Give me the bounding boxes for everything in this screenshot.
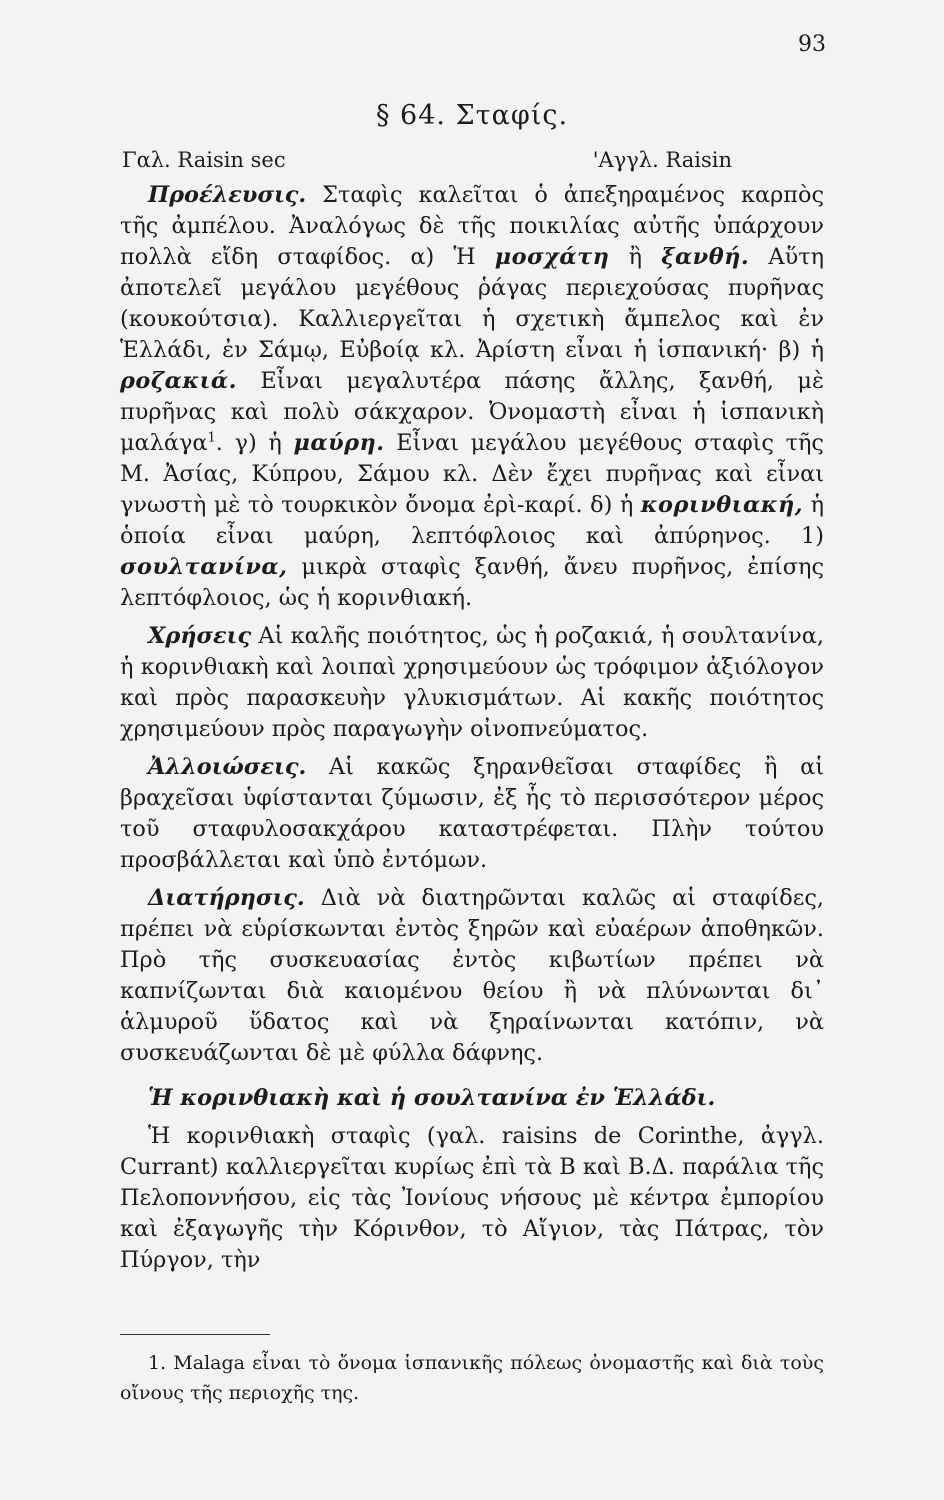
term-rozakia: ροζακιά. (120, 368, 237, 394)
page-number: 93 (798, 32, 826, 57)
term-xanthi: ξανθή. (661, 244, 750, 270)
heading-preservation: Διατήρησις. (148, 885, 305, 911)
footnote-divider (120, 1334, 270, 1335)
origin-text-1: Σταφὶς καλεῖται ὁ ἀπεξηραμένος καρπὸς τῆς ἀμπέλου. Ἀναλόγως δὲ τῆς ποικιλίας αὐτῆς ὑπάρχουν πολλὰ εἴδη σταφίδος. α) Ἡ (120, 182, 824, 270)
section-title: § 64. Σταφίς. (375, 100, 569, 131)
subheading-corinthian-sultanina: Ἡ κορινθιακὴ καὶ ἡ σουλτανίνα ἐν Ἑλλάδι. (148, 1085, 716, 1111)
origin-text-4: Εἶναι μεγαλυτέρα πάσης ἄλλης, ξανθή, μὲ πυρῆνας καὶ πολὺ σάκχαρον. Ὀνομαστὴ εἶναι ἡ ἱσπανικὴ μαλάγα (120, 368, 824, 456)
preservation-text: Διὰ νὰ διατηρῶνται καλῶς αἱ σταφίδες, πρέπει νὰ εὑρίσκωνται ἐντὸς ξηρῶν καὶ εὐαέρων ἀποθηκῶν. Πρὸ τῆς συσκευασίας ἐντὸς κιβωτίων πρέπει νὰ καπνίζωνται διὰ καιομένου θείου ἢ νὰ πλύνωνται δι᾿ ἁλμυροῦ ὕδατος καὶ νὰ ξηραίνωνται κατόπιν, νὰ συσκευάζωνται δὲ μὲ φύλλα δάφνης. (120, 885, 824, 1066)
heading-origin: Προέλευσις. (148, 182, 307, 208)
origin-text-8: μικρὰ σταφὶς ξανθή, ἄνευ πυρῆνος, ἐπίσης λεπτόφλοιος, ὡς ἡ κορινθιακή. (120, 554, 824, 611)
origin-text-6: Εἶναι μεγάλου μεγέθους σταφὶς τῆς Μ. Ἀσίας, Κύπρου, Σάμου κλ. Δὲν ἔχει πυρῆνας καὶ εἶναι γνωστὴ μὲ τὸ τουρκικὸν ὄνομα ἐρὶ-καρί. δ) ἡ (120, 430, 824, 518)
term-moschati: μοσχάτη (494, 244, 610, 270)
heading-alterations: Ἀλλοιώσεις. (148, 754, 307, 780)
french-name: Γαλ. Raisin sec (122, 148, 286, 172)
term-korinthiaki: κορινθιακή, (640, 492, 804, 518)
body-text (120, 180, 824, 1276)
paragraph-alterations (120, 752, 824, 876)
footnote-ref: 1 (207, 430, 216, 446)
paragraph-uses (120, 621, 824, 745)
origin-text-7: ἡ ὁποία εἶναι μαύρη, λεπτόφλοιος καὶ ἀπύρηνος. 1) (120, 492, 824, 549)
uses-text: Αἱ καλῆς ποιότητος, ὡς ἡ ροζακιά, ἡ σουλτανίνα, ἡ κορινθιακὴ καὶ λοιπαὶ χρησιμεύουν ὡς τρόφιμον ἀξιόλογον καὶ πρὸς παρασκευὴν γλυκισμάτων. Αἱ κακῆς ποιότητος χρησιμεύουν πρὸς παραγωγὴν οἰνοπνεύματος. (120, 623, 824, 742)
alterations-text: Αἱ κακῶς ξηρανθεῖσαι σταφίδες ἢ αἱ βραχεῖσαι ὑφίστανται ζύμωσιν, ἐξ ἧς τὸ περισσότερον μέρος τοῦ σταφυλοσακχάρου καταστρέφεται. Πλὴν τούτου προσβάλλεται καὶ ὑπὸ ἐντόμων. (120, 754, 824, 873)
origin-text-5: . γ) ἡ (215, 430, 294, 456)
paragraph-preservation (120, 883, 824, 1069)
footnote: 1. Malaga εἶναι τὸ ὄνομα ἱσπανικῆς πόλεως ὀνομαστῆς καὶ διὰ τοὺς οἴνους τῆς περιοχῆς της. (120, 1352, 824, 1404)
origin-text-2: ἢ (609, 244, 662, 270)
origin-text-3: Αὕτη ἀποτελεῖ μεγάλου μεγέθους ῥάγας περιεχούσας πυρῆνας (κουκούτσια). Καλλιεργεῖται ἡ σχετικὴ ἄμπελος καὶ ἐν Ἑλλάδι, ἐν Σάμῳ, Εὐβοίᾳ κλ. Ἀρίστη εἶναι ἡ ἱσπανική· β) ἡ (120, 244, 824, 363)
english-name: 'Αγγλ. Raisin (592, 148, 732, 172)
term-mavri: μαύρη. (293, 430, 385, 456)
heading-uses: Χρήσεις (148, 623, 252, 649)
term-soultanina: σουλτανίνα, (120, 554, 288, 580)
paragraph-corinthian: Ἡ κορινθιακὴ σταφὶς (γαλ. raisins de Corinthe, ἀγγλ. Currant) καλλιεργεῖται κυρίως ἐπὶ τὰ Β καὶ Β.Δ. παράλια τῆς Πελοποννήσου, εἰς τὰς Ἰονίους νήσους μὲ κέντρα ἐμπορίου καὶ ἐξαγωγῆς τὴν Κόρινθον, τὸ Αἴγιον, τὰς Πάτρας, τὸν Πύργον, τὴν (120, 1123, 824, 1273)
paragraph-origin (120, 180, 824, 614)
